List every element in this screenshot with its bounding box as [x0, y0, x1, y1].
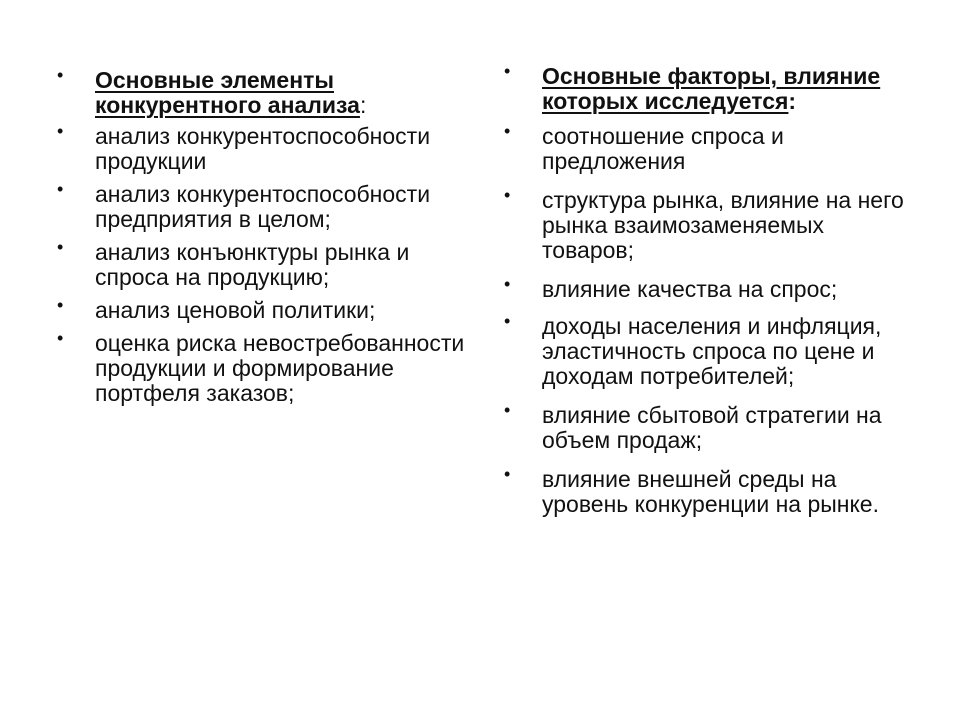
- list-item-text: анализ ценовой политики;: [95, 297, 376, 323]
- right-heading-item: [502, 61, 922, 114]
- bullet-icon: •: [57, 295, 64, 315]
- list-item-text: анализ конъюнктуры рынка и спроса на продукцию;: [95, 239, 410, 290]
- bullet-icon: •: [504, 185, 511, 205]
- list-item-text: анализ конкурентоспособности продукции: [95, 123, 431, 174]
- left-column: [55, 65, 475, 414]
- list-item: [502, 274, 922, 302]
- bullet-icon: •: [504, 400, 511, 420]
- list-item: [502, 464, 922, 517]
- list-item: [502, 311, 922, 389]
- bullet-icon: •: [504, 61, 511, 81]
- right-column: [502, 61, 922, 525]
- list-item: [55, 237, 475, 290]
- bullet-icon: •: [57, 237, 64, 257]
- right-heading: Основные факторы, влияние которых исследуется:: [542, 63, 881, 114]
- bullet-icon: •: [504, 121, 511, 141]
- list-item-text: анализ конкурентоспособности предприятия в целом;: [95, 181, 431, 232]
- list-item: [502, 185, 922, 263]
- list-item: [55, 179, 475, 232]
- list-item-text: соотношение спроса и предложения: [542, 123, 784, 174]
- left-heading-item: [55, 65, 475, 118]
- list-item: [55, 121, 475, 174]
- bullet-icon: •: [504, 311, 511, 331]
- list-item: [502, 400, 922, 453]
- list-item-text: влияние сбытовой стратегии на объем продаж;: [542, 402, 882, 453]
- bullet-icon: •: [57, 65, 64, 85]
- list-item-text: влияние качества на спрос;: [542, 276, 838, 302]
- list-item: [502, 121, 922, 174]
- right-bullet-list: [502, 61, 922, 517]
- bullet-icon: •: [57, 179, 64, 199]
- list-item: [55, 328, 475, 406]
- bullet-icon: •: [504, 464, 511, 484]
- bullet-icon: •: [57, 328, 64, 348]
- list-item-text: оценка риска невостребованности продукции и формирование портфеля заказов;: [95, 330, 465, 406]
- left-bullet-list: [55, 65, 475, 406]
- bullet-icon: •: [504, 274, 511, 294]
- list-item-text: влияние внешней среды на уровень конкуренции на рынке.: [542, 466, 879, 517]
- list-item: [55, 295, 475, 323]
- list-item-text: доходы населения и инфляция, эластичность спроса по цене и доходам потребителей;: [542, 313, 882, 389]
- list-item-text: структура рынка, влияние на него рынка взаимозаменяемых товаров;: [542, 187, 904, 263]
- left-heading: Основные элементы конкурентного анализа:: [95, 67, 367, 118]
- bullet-icon: •: [57, 121, 64, 141]
